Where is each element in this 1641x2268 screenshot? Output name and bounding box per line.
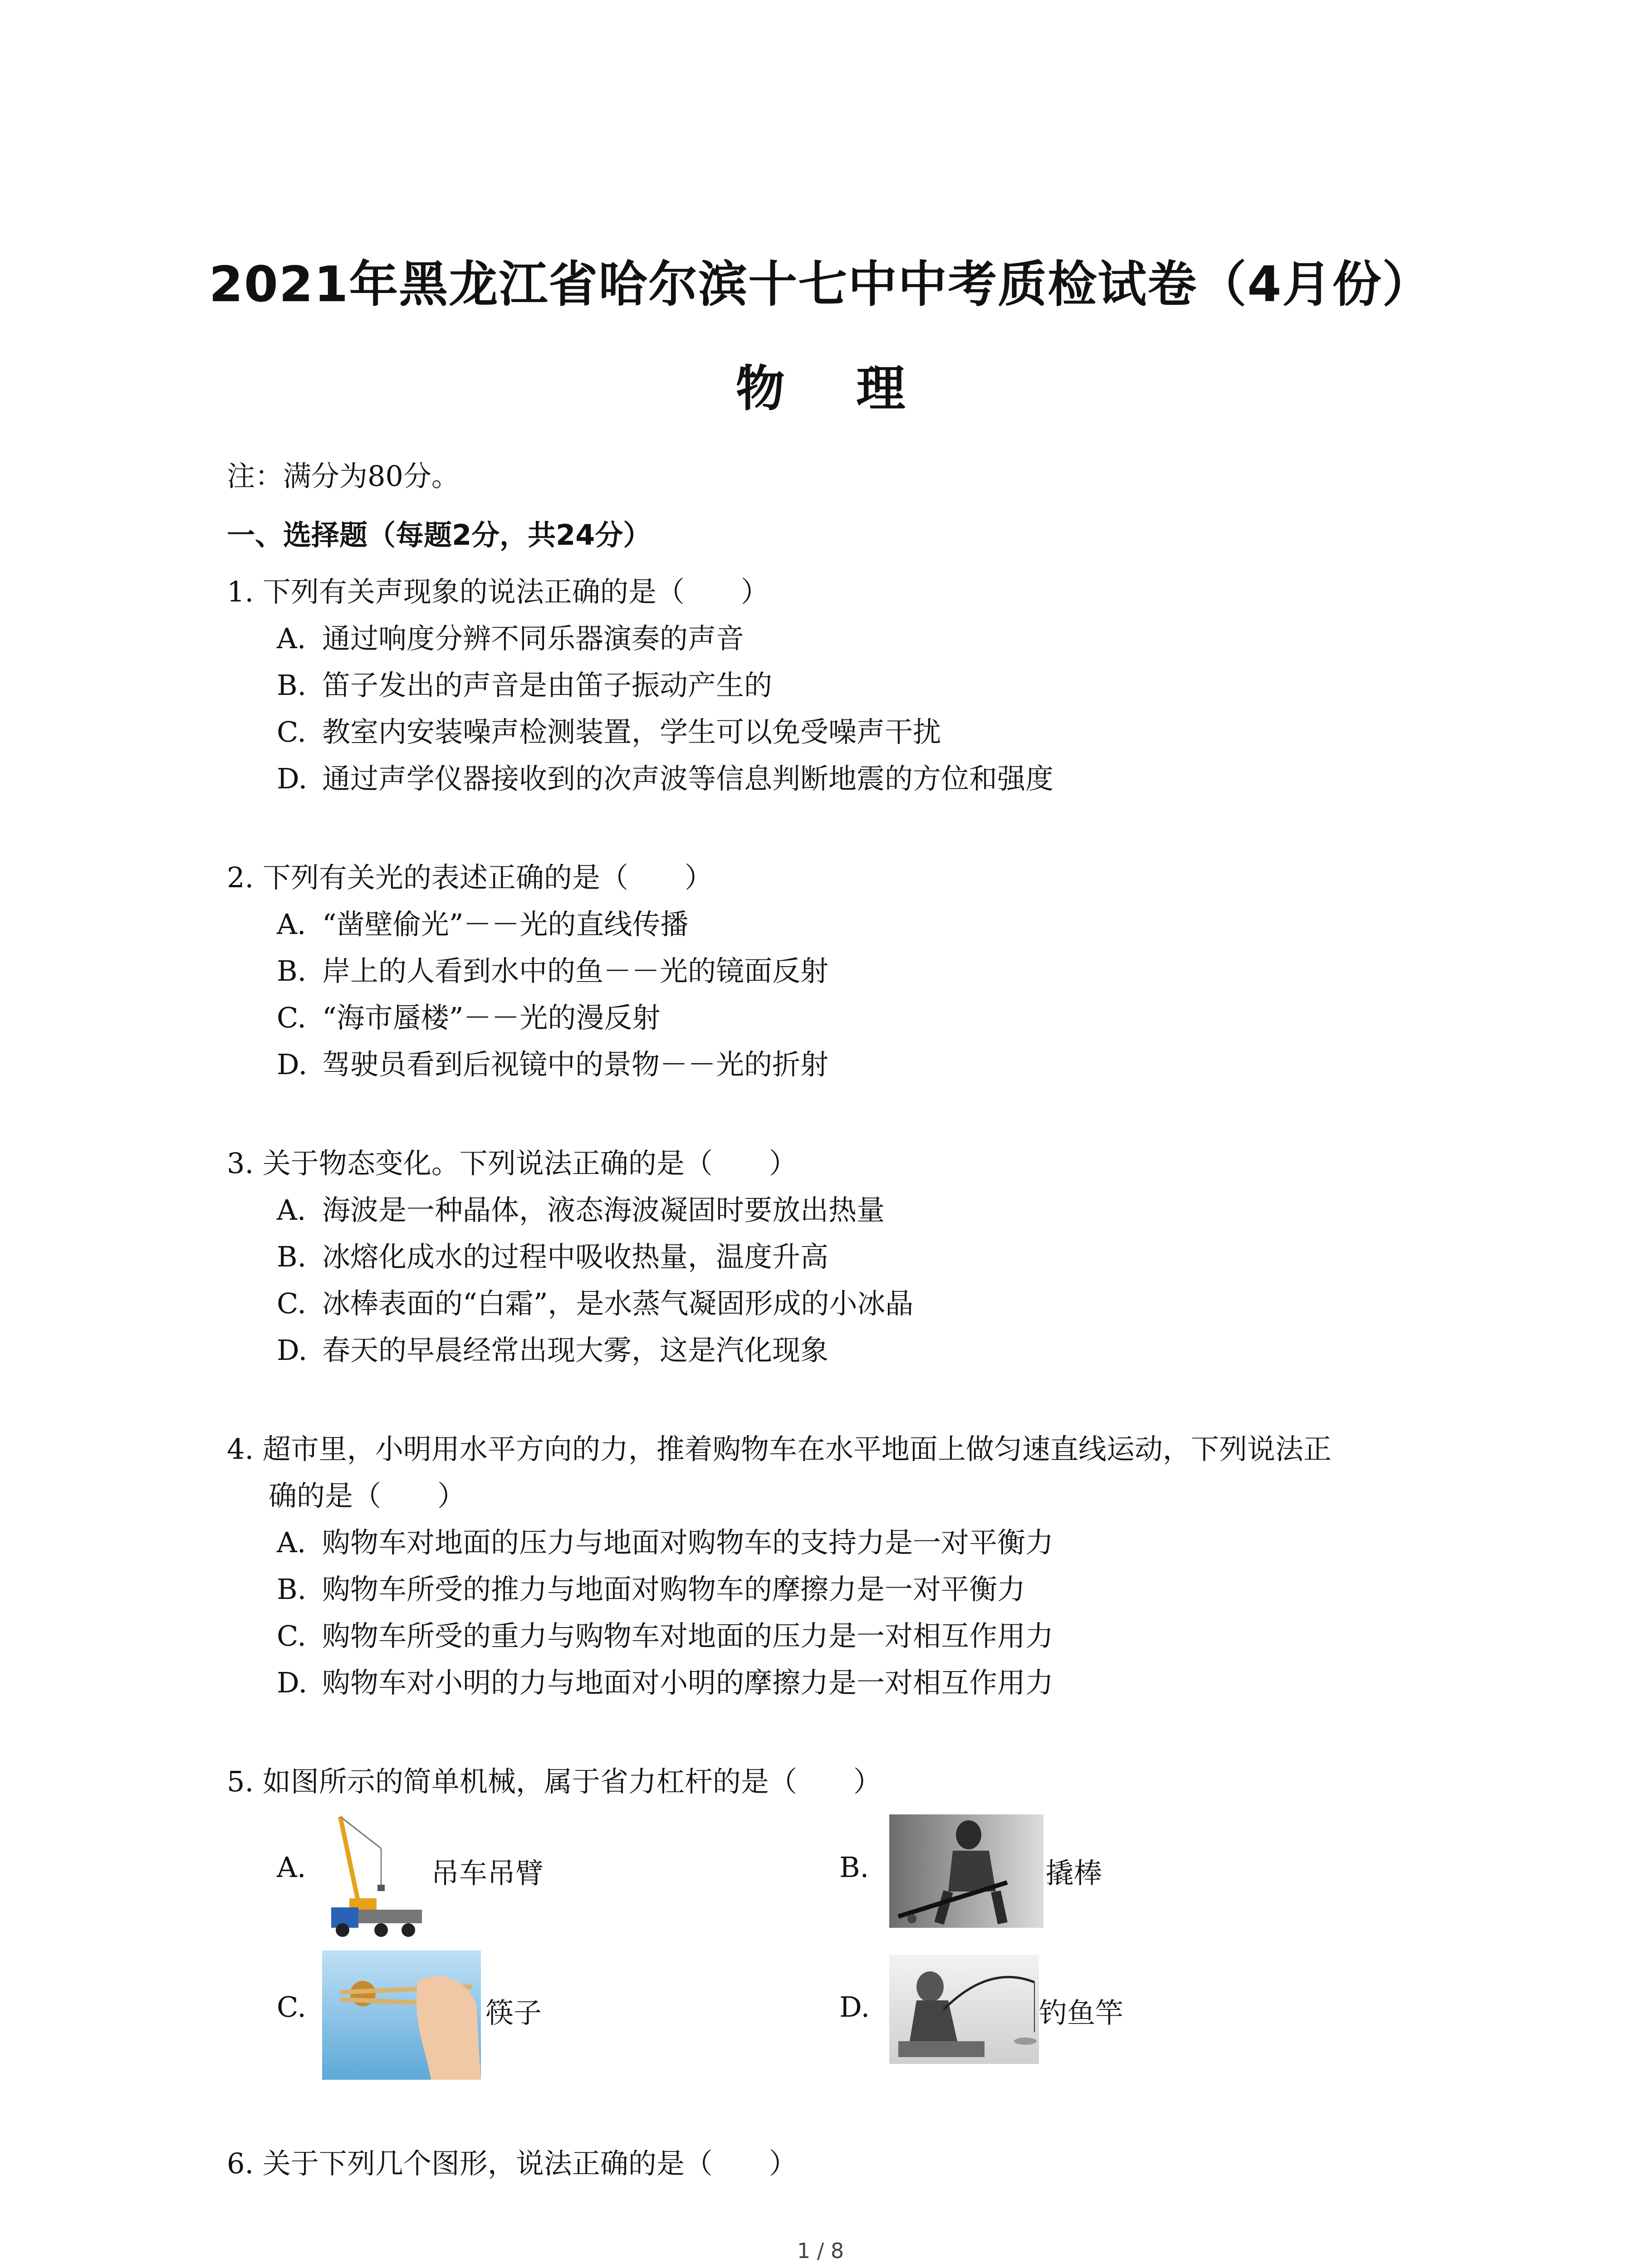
question-2-option-d [277, 1042, 828, 1082]
option-text: 岸上的人看到水中的鱼－－光的镜面反射 [322, 954, 829, 987]
question-1-option-d [277, 756, 1053, 797]
option-text: 海波是一种晶体，液态海波凝固时要放出热量 [322, 1193, 885, 1227]
option-text: 购物车所受的重力与购物车对地面的压力是一对相互作用力 [322, 1619, 1054, 1652]
chopsticks-image [322, 1950, 481, 2080]
figure-d-letter: D. [839, 1990, 870, 2024]
question-3-option-d [277, 1328, 828, 1368]
figure-a-letter: A. [277, 1851, 306, 1884]
crane-illustration [322, 1812, 426, 1939]
fishing-rod-image [889, 1955, 1039, 2064]
question-3-option-a [277, 1188, 885, 1228]
question-2-option-c [277, 995, 660, 1036]
option-letter: C. [277, 1619, 306, 1652]
chopsticks-illustration [322, 1950, 481, 2080]
option-letter: D. [277, 1334, 308, 1367]
crane-image [322, 1812, 426, 1939]
question-1-option-c [277, 709, 941, 750]
question-1-option-a [277, 616, 744, 656]
question-1-stem: 1. 下列有关声现象的说法正确的是（ ） [227, 575, 769, 608]
question-4-option-b [277, 1567, 1025, 1607]
option-letter: B. [277, 1240, 307, 1273]
option-letter: C. [277, 715, 306, 748]
option-letter: B. [277, 954, 307, 987]
question-4-option-c [277, 1613, 1053, 1654]
option-letter: D. [277, 1048, 308, 1081]
option-letter: A. [277, 622, 306, 655]
option-text: 购物车对小明的力与地面对小明的摩擦力是一对相互作用力 [322, 1666, 1054, 1699]
option-text: 笛子发出的声音是由笛子振动产生的 [322, 669, 773, 702]
question-6-stem: 6. 关于下列几个图形，说法正确的是（ ） [227, 2147, 797, 2180]
option-text: “凿壁偷光”－－光的直线传播 [322, 908, 689, 941]
question-3-option-c [277, 1281, 913, 1321]
crowbar-illustration [889, 1814, 1043, 1928]
option-letter: B. [277, 1573, 307, 1606]
question-4-stem: 4. 超市里，小明用水平方向的力，推着购物车在水平地面上做匀速直线运动，下列说法正 [227, 1432, 1332, 1466]
exam-title: 2021年黑龙江省哈尔滨十七中中考质检试卷（4月份） [209, 256, 1432, 313]
option-letter: A. [277, 1193, 306, 1227]
question-4-option-d [277, 1660, 1053, 1701]
option-text: 通过响度分辨不同乐器演奏的声音 [322, 622, 745, 655]
score-note: 注：满分为80分。 [227, 459, 460, 493]
option-letter: C. [277, 1001, 306, 1034]
subject-title: 物 理 [735, 361, 933, 417]
question-2-stem: 2. 下列有关光的表述正确的是（ ） [227, 861, 713, 894]
crowbar-image [889, 1814, 1043, 1928]
option-text: 驾驶员看到后视镜中的景物－－光的折射 [322, 1048, 829, 1081]
figure-c-letter: C. [277, 1990, 306, 2024]
option-text: 春天的早晨经常出现大雾，这是汽化现象 [322, 1334, 829, 1367]
figure-a-label: 吊车吊臂 [431, 1857, 544, 1890]
option-text: 冰棒表面的“白霜”，是水蒸气凝固形成的小冰晶 [322, 1287, 914, 1320]
question-4-option-a [277, 1520, 1053, 1560]
question-3-option-b [277, 1234, 828, 1275]
option-text: “海市蜃楼”－－光的漫反射 [322, 1001, 661, 1034]
option-letter: C. [277, 1287, 306, 1320]
option-letter: A. [277, 908, 306, 941]
option-text: 教室内安装噪声检测装置，学生可以免受噪声干扰 [322, 715, 941, 748]
question-5-stem: 5. 如图所示的简单机械，属于省力杠杆的是（ ） [227, 1765, 882, 1798]
page-number: 1 / 8 [797, 2239, 844, 2263]
option-text: 购物车所受的推力与地面对购物车的摩擦力是一对平衡力 [322, 1573, 1026, 1606]
question-2-option-b [277, 948, 828, 989]
option-letter: A. [277, 1526, 306, 1559]
option-letter: D. [277, 762, 308, 795]
option-text: 通过声学仪器接收到的次声波等信息判断地震的方位和强度 [322, 762, 1054, 795]
figure-d-label: 钓鱼竿 [1039, 1996, 1124, 2029]
option-letter: D. [277, 1666, 308, 1699]
option-text: 冰熔化成水的过程中吸收热量，温度升高 [322, 1240, 829, 1273]
question-3-stem: 3. 关于物态变化。下列说法正确的是（ ） [227, 1147, 797, 1180]
question-2-option-a [277, 902, 688, 942]
figure-b-letter: B. [839, 1851, 869, 1884]
option-letter: B. [277, 669, 307, 702]
figure-c-label: 筷子 [485, 1996, 542, 2029]
question-1-option-b [277, 663, 772, 703]
option-text: 购物车对地面的压力与地面对购物车的支持力是一对平衡力 [322, 1526, 1054, 1559]
fishing-rod-illustration [889, 1955, 1039, 2064]
section-heading: 一、选择题（每题2分，共24分） [227, 518, 652, 552]
figure-b-label: 撬棒 [1046, 1857, 1102, 1890]
question-4-stem-continued: 确的是（ ） [269, 1479, 466, 1512]
